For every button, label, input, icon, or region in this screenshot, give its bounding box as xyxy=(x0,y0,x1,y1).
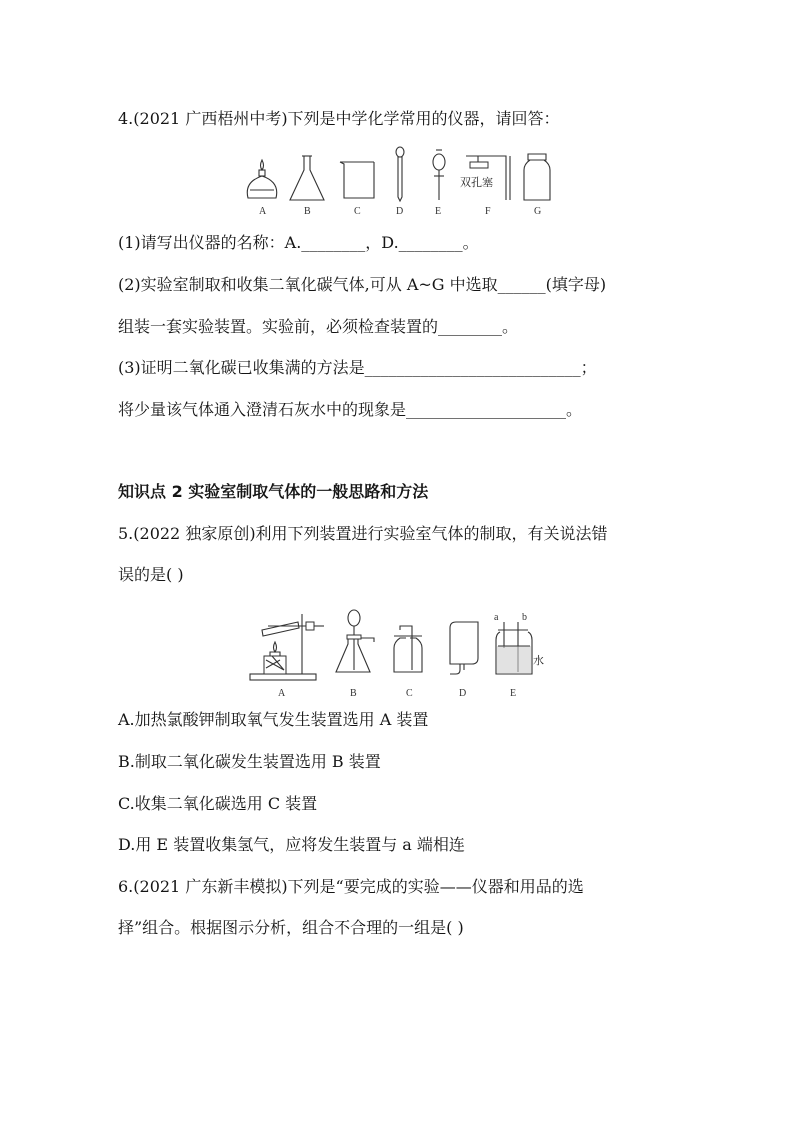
q4-label-a: A xyxy=(259,206,267,217)
q6-stem-line1: 6.(2021 广东新丰模拟)下列是“要完成的实验——仪器和用品的选 xyxy=(118,877,584,896)
q5-label-d: D xyxy=(459,688,467,699)
q6-stem-line2: 择”组合。根据图示分析，组合不合理的一组是( ) xyxy=(118,918,464,937)
q4-label-c: C xyxy=(354,206,361,217)
section-heading: 知识点 2 实验室制取气体的一般思路和方法 xyxy=(118,482,429,501)
q5-option-c: C.收集二氧化碳选用 C 装置 xyxy=(118,794,318,813)
q5-port-a: a xyxy=(494,612,499,623)
q4-part1: (1)请写出仪器的名称：A.________，D.________。 xyxy=(118,233,479,252)
q4-label-b: B xyxy=(304,206,311,217)
q4-label-g: G xyxy=(534,206,542,217)
q5-apparatus-figure xyxy=(248,606,548,700)
upward-collection-icon xyxy=(394,626,422,672)
downward-collection-icon xyxy=(450,622,478,674)
q4-part2-line2: 组装一套实验装置。实验前，必须检查装置的________。 xyxy=(118,317,519,336)
gas-jar-icon xyxy=(524,154,550,200)
flask-with-funnel-icon xyxy=(336,610,374,672)
q5-port-b: b xyxy=(522,612,527,623)
q5-water-label: 水 xyxy=(533,654,544,667)
water-bottle-apparatus-icon xyxy=(496,622,532,674)
q5-label-a: A xyxy=(278,688,286,699)
q4-part2-line1: (2)实验室制取和收集二氧化碳气体,可从 A~G 中选取______(填字母) xyxy=(118,275,607,294)
q5-option-a: A.加热氯酸钾制取氧气发生装置选用 A 装置 xyxy=(118,710,429,729)
q5-option-b: B.制取二氧化碳发生装置选用 B 装置 xyxy=(118,752,381,771)
q4-stopper-label: 双孔塞 xyxy=(460,176,493,189)
conical-flask-icon xyxy=(290,156,324,200)
separatory-funnel-icon xyxy=(433,150,445,200)
q4-part3-line1: (3)证明二氧化碳已收集满的方法是___________________________； xyxy=(118,358,597,377)
q5-label-b: B xyxy=(350,688,357,699)
heating-apparatus-icon xyxy=(250,614,324,680)
q4-stem: 4.(2021 广西梧州中考)下列是中学化学常用的仪器，请回答： xyxy=(118,109,560,128)
q5-option-d: D.用 E 装置收集氢气，应将发生装置与 a 端相连 xyxy=(118,835,465,854)
dropper-icon xyxy=(396,147,404,201)
q4-part3-line2: 将少量该气体通入澄清石灰水中的现象是____________________。 xyxy=(118,400,583,419)
q4-label-e: E xyxy=(435,206,442,217)
q4-label-f: F xyxy=(485,206,491,217)
q4-instrument-figure xyxy=(240,146,560,222)
q5-stem-line1: 5.(2022 独家原创)利用下列装置进行实验室气体的制取，有关说法错 xyxy=(118,524,608,543)
q5-stem-line2: 误的是( ) xyxy=(118,565,184,584)
alcohol-lamp-icon xyxy=(247,160,276,198)
q4-label-d: D xyxy=(396,206,404,217)
q5-label-c: C xyxy=(406,688,413,699)
q5-label-e: E xyxy=(510,688,517,699)
beaker-icon xyxy=(340,162,374,198)
